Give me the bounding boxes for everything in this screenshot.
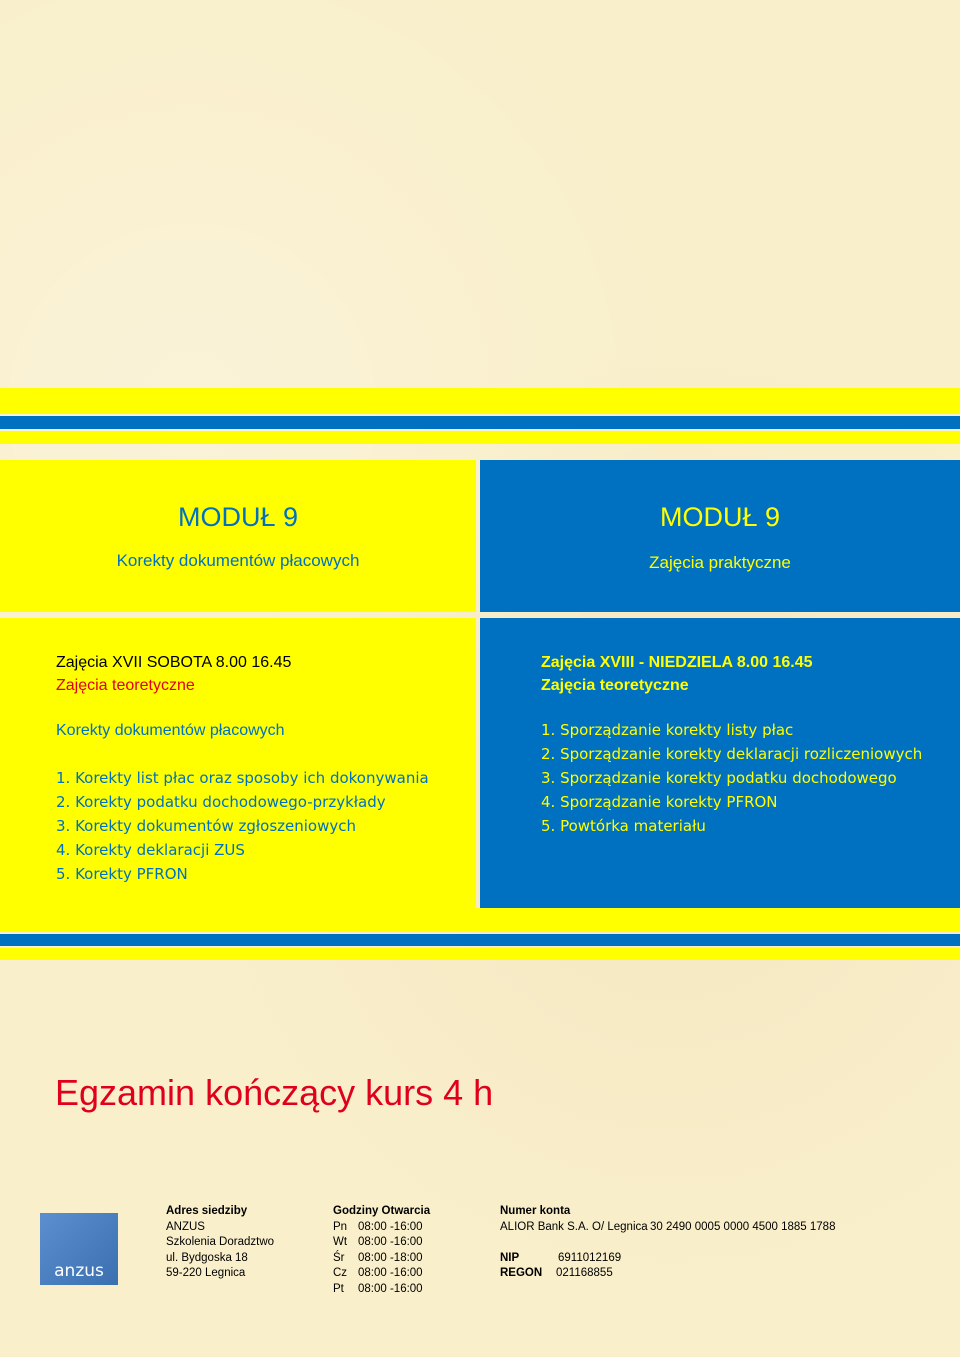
nip-label: NIP (500, 1251, 520, 1264)
right-schedule-panel (480, 618, 960, 908)
top-yellow-band (0, 388, 960, 414)
top-yellow-band-2 (0, 431, 960, 444)
logo-text: anzus (54, 1261, 104, 1281)
right-module-title: MODUŁ 9 (659, 502, 781, 532)
left-schedule-panel (0, 618, 476, 908)
nip-row (500, 1251, 940, 1267)
mid-blue-band (0, 934, 960, 946)
hours-day: Pt (333, 1282, 344, 1295)
list-item: 4. Korekty deklaracji ZUS (56, 841, 245, 859)
regon-value: 021168855 (556, 1267, 613, 1279)
address-line: 59-220 Legnica (166, 1267, 246, 1279)
hours-day: Wt (333, 1236, 348, 1248)
left-schedule-type: Zajęcia teoretyczne (56, 677, 195, 694)
address-line: Szkolenia Doradztwo (166, 1236, 275, 1248)
list-item: 5. Powtórka materiału (541, 817, 706, 835)
hours-value: 08:00 -16:00 (358, 1220, 423, 1233)
right-schedule-heading: Zajęcia XVIII - NIEDZIELA 8.00 16.45 (541, 654, 813, 671)
hours-value: 08:00 -18:00 (358, 1251, 423, 1264)
nip-value: 6911012169 (558, 1251, 622, 1264)
hours-day: Pn (333, 1220, 348, 1233)
hours-value: 08:00 -16:00 (358, 1267, 423, 1279)
left-module-title: MODUŁ 9 (177, 502, 299, 532)
right-schedule-list (541, 718, 922, 838)
mid-yellow-band (0, 908, 960, 932)
mid-yellow-band-2 (0, 948, 960, 960)
left-schedule-heading: Zajęcia XVII SOBOTA 8.00 16.45 (56, 654, 292, 671)
left-module-subtitle: Korekty dokumentów płacowych (116, 551, 360, 570)
account-number: 30 2490 0005 0000 4500 1885 1788 (650, 1220, 836, 1233)
bank-name: ALIOR Bank S.A. O/ Legnica (500, 1220, 648, 1233)
address-heading: Adres siedziby (166, 1205, 248, 1217)
regon-label: REGON (500, 1267, 543, 1279)
right-module-subtitle: Zajęcia praktyczne (649, 553, 791, 572)
anzus-logo (40, 1213, 118, 1285)
hours-row (333, 1266, 430, 1282)
list-item: 5. Korekty PFRON (56, 865, 188, 883)
left-module-panel (0, 460, 476, 612)
list-item: 2. Korekty podatku dochodowego-przykłady (56, 793, 386, 811)
address-block (166, 1204, 274, 1282)
list-item: 4. Sporządzanie korekty PFRON (541, 793, 778, 811)
hours-value: 08:00 -16:00 (358, 1282, 423, 1295)
left-schedule-list (56, 766, 429, 886)
hours-day: Śr (333, 1251, 345, 1264)
list-item: 3. Korekty dokumentów zgłoszeniowych (56, 817, 356, 835)
hours-row (333, 1235, 430, 1251)
list-item: 1. Sporządzanie korekty listy płac (541, 721, 794, 739)
list-item: 3. Sporządzanie korekty podatku dochodowego (541, 769, 897, 787)
address-line: ul. Bydgoska 18 (166, 1251, 248, 1264)
hours-row (333, 1282, 430, 1298)
exam-title: Egzamin kończący kurs 4 h (55, 1072, 494, 1113)
right-schedule-type: Zajęcia teoretyczne (541, 677, 689, 694)
hours-row (333, 1251, 430, 1267)
list-item: 1. Korekty list płac oraz sposoby ich dokonywania (56, 769, 429, 787)
hours-heading: Godziny Otwarcia (333, 1205, 431, 1217)
account-heading: Numer konta (500, 1205, 571, 1217)
hours-row (333, 1220, 430, 1236)
list-item: 2. Sporządzanie korekty deklaracji rozliczeniowych (541, 745, 923, 763)
address-line: ANZUS (166, 1220, 205, 1233)
account-block (500, 1204, 940, 1282)
top-blue-band (0, 416, 960, 429)
hours-value: 08:00 -16:00 (358, 1236, 423, 1248)
regon-row (500, 1266, 940, 1282)
hours-day: Cz (333, 1267, 348, 1279)
right-module-panel (480, 460, 960, 612)
left-schedule-topic: Korekty dokumentów płacowych (56, 722, 285, 739)
hours-block (333, 1204, 430, 1297)
account-row (500, 1220, 940, 1236)
